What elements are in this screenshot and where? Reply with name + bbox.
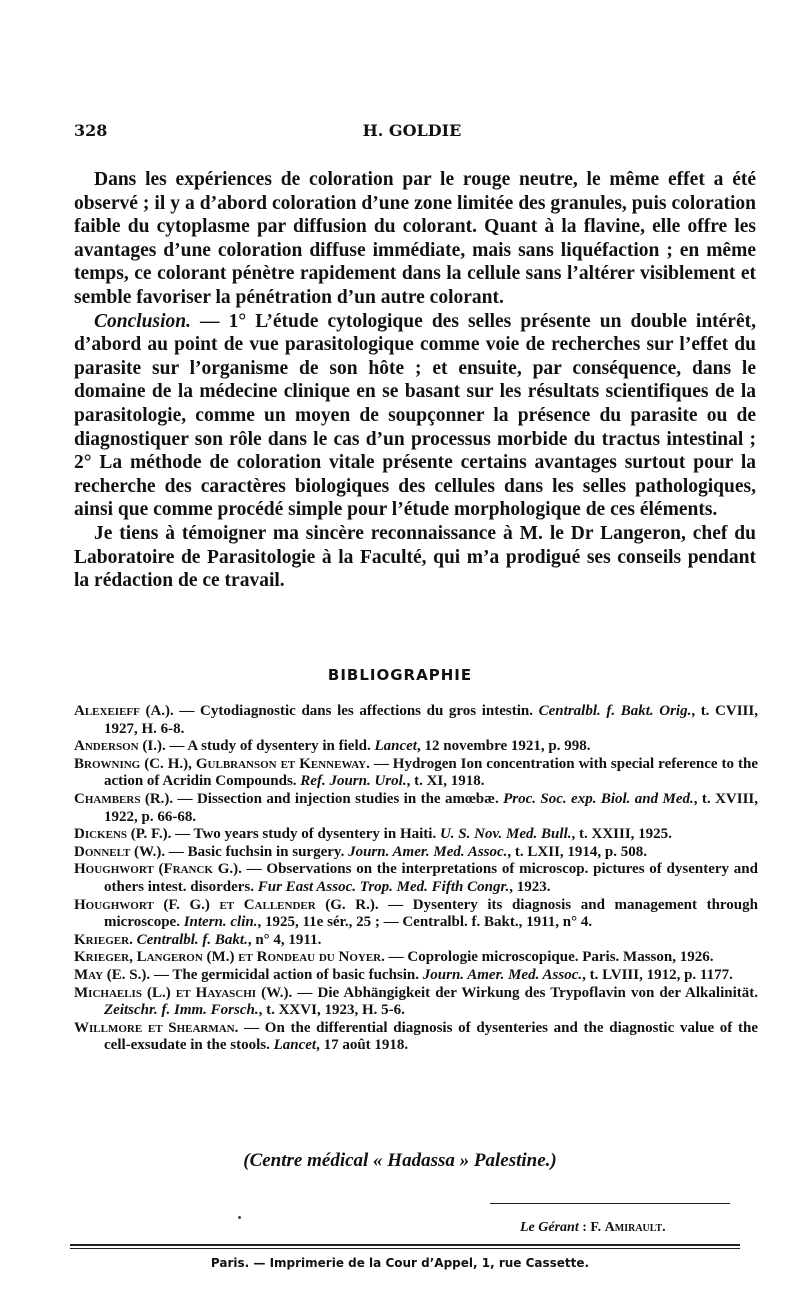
entry-text: — Observations on the interpretations of microscop. pictures of dysentery and others intest. disorders. xyxy=(104,861,758,895)
entry-details: , t. XVIII, 1922, p. 66-68. xyxy=(104,790,758,825)
footer-short-rule xyxy=(490,1203,730,1204)
entry-text: — Dissection and injection studies in the amœbæ. xyxy=(173,790,504,807)
entry-author: Chambers (R.). xyxy=(74,790,174,807)
entry-text: — Hydrogen Ion concentration with special reference to the action of Acridin Compounds. xyxy=(104,755,759,790)
affiliation: (Centre médical « Hadassa » Palestine.) xyxy=(243,1150,557,1171)
bibliography-title: BIBLIOGRAPHIE xyxy=(327,666,473,684)
bibliography-entry xyxy=(74,703,758,738)
bibliography-entry xyxy=(74,861,758,896)
bibliography-entry xyxy=(74,985,758,1020)
entry-author: Dickens (P. F.). xyxy=(74,826,172,843)
bibliography-entry xyxy=(74,949,758,967)
entry-author: Anderson (I.). xyxy=(74,738,166,755)
bibliography-entry xyxy=(74,826,758,844)
entry-source: Journ. Amer. Med. Assoc. xyxy=(422,966,583,983)
entry-author: Michaelis (L.) et Hayaschi (W.). xyxy=(74,984,293,1001)
page-number: 328 xyxy=(74,121,108,140)
bibliography-entry xyxy=(74,738,758,756)
entry-source: Lancet xyxy=(374,738,417,755)
ink-dot xyxy=(238,1216,241,1219)
gerant-name: Amirault. xyxy=(604,1220,666,1235)
bibliography-entry xyxy=(74,756,758,791)
entry-source: U. S. Nov. Med. Bull. xyxy=(439,826,572,843)
entry-author: Houghwort (F. G.) et Callender (G. R.). xyxy=(74,896,379,913)
paragraph-1: Dans les expériences de coloration par le rouge neutre, le même effet a été observé ; il y a d’abord coloration d’une zone limitée des granules, puis coloration faible du cytoplasme par diffusion du colorant. Quant à la flavine, elle offre les avantages d’une coloration diffuse immédiate, mais sans liquéfaction ; en même temps, ce colorant pénètre rapidement dans la cellule sans l’altérer visiblement et semble favoriser la pénétration d’un autre colorant. xyxy=(74,169,756,308)
entry-details: , t. XXIII, 1925. xyxy=(571,826,672,843)
entry-source: Centralbl. f. Bakt. Orig. xyxy=(538,703,692,719)
running-header xyxy=(74,121,750,143)
conclusion-label: Conclusion. xyxy=(94,310,191,332)
entry-source: Fur East Assoc. Trop. Med. Fifth Congr. xyxy=(257,878,510,895)
footer-double-rule-bottom xyxy=(70,1248,740,1249)
entry-details: , 12 novembre 1921, p. 998. xyxy=(416,738,591,755)
entry-text: — Coprologie microscopique. Paris. Masson, 1926. xyxy=(384,949,714,966)
entry-details: , t. CVIII, 1927, H. 6-8. xyxy=(104,703,758,737)
entry-details: , n° 4, 1911. xyxy=(247,931,322,948)
entry-text: — The germicidal action of basic fuchsin. xyxy=(150,966,423,983)
entry-author: May (E. S.). xyxy=(74,966,151,983)
entry-source: Lancet xyxy=(273,1037,317,1054)
footer-double-rule-top xyxy=(70,1244,740,1246)
bibliography-entry xyxy=(74,932,758,950)
entry-text: — Basic fuchsin in surgery. xyxy=(165,843,349,860)
entry-source: Journ. Amer. Med. Assoc. xyxy=(348,843,508,860)
entry-details: , 1923. xyxy=(509,878,551,895)
gerant-sep: : F. xyxy=(578,1220,605,1235)
gerant-line xyxy=(520,1220,666,1236)
entry-author: Browning (C. H.), Gulbranson et Kenneway. xyxy=(74,755,370,772)
entry-details: , 17 août 1918. xyxy=(316,1037,409,1054)
entry-source: Centralbl. f. Bakt. xyxy=(136,931,248,948)
entry-author: Alexeieff (A.). xyxy=(74,703,174,719)
entry-text: — Die Abhängigkeit der Wirkung des Trypoflavin von der Alkalinität. xyxy=(292,984,758,1001)
paragraph-2 xyxy=(74,310,756,522)
entry-text: — Two years study of dysentery in Haiti. xyxy=(171,826,440,843)
entry-author: Krieger, Langeron (M.) et Rondeau du Noyer. xyxy=(74,949,385,966)
entry-author: Willmore et Shearman. xyxy=(74,1019,239,1036)
entry-author: Donnelt (W.). xyxy=(74,843,166,860)
printer-imprint: Paris. — Imprimerie de la Cour d’Appel, 1, rue Cassette. xyxy=(210,1256,590,1270)
entry-details: , t. XXVI, 1923, H. 5-6. xyxy=(258,1002,405,1019)
entry-source: Zeitschr. f. Imm. Forsch. xyxy=(104,1002,259,1019)
entry-source: Ref. Journ. Urol. xyxy=(300,773,407,790)
main-text xyxy=(74,168,756,593)
entry-author: Houghwort (Franck G.). xyxy=(74,861,242,878)
gerant-label: Le Gérant xyxy=(520,1220,579,1235)
bibliography-list xyxy=(74,703,758,1055)
running-author: H. GOLDIE xyxy=(362,121,462,140)
entry-text: — Dysentery its diagnosis and management through microscope. xyxy=(104,896,758,931)
conclusion-text: — 1° L’étude cytologique des selles présente un double intérêt, d’abord au point de vue parasitologique comme voie de recherches sur l’effet du parasite sur l’organisme de son hôte ; et ensuite, par conséquence, dans le domaine de la médecine clinique en se basant sur les résultats scientifiques de la parasitologie, comme un moyen de soupçonner la présence du parasite ou de diagnostiquer son rôle dans le cas d’un processus morbide du tractus intestinal ; 2° La méthode de coloration vitale présente certains avantages surtout pour la recherche des caractères biologiques des cellules dans les selles pathologiques, ainsi que comme procédé simple pour l’étude morphologique de ces éléments. xyxy=(74,310,756,521)
entry-details: , 1925, 11e sér., 25 ; — Centralbl. f. Bakt., 1911, n° 4. xyxy=(257,914,593,931)
entry-text: — A study of dysentery in field. xyxy=(165,738,375,755)
bibliography-entry xyxy=(74,844,758,862)
entry-details: , t. XI, 1918. xyxy=(406,773,485,790)
entry-text: — Cytodiagnostic dans les affections du gros intestin. xyxy=(173,703,539,719)
entry-source: Proc. Soc. exp. Biol. and Med. xyxy=(503,790,694,807)
entry-source: Intern. clin. xyxy=(183,914,258,931)
bibliography-entry xyxy=(74,1020,758,1055)
bibliography-entry xyxy=(74,967,758,985)
entry-text: — On the differential diagnosis of dysenteries and the diagnostic value of the cell-exsudate in the stools. xyxy=(104,1019,758,1054)
entry-details: , t. LVIII, 1912, p. 1177. xyxy=(582,966,733,983)
bibliography-entry xyxy=(74,897,758,932)
entry-details: , t. LXII, 1914, p. 508. xyxy=(507,843,648,860)
entry-author: Krieger. xyxy=(74,931,133,948)
bibliography-entry xyxy=(74,791,758,826)
paragraph-3: Je tiens à témoigner ma sincère reconnaissance à M. le Dr Langeron, chef du Laboratoire de Parasitologie à la Faculté, qui m’a prodigué ses conseils pendant la rédaction de ce travail. xyxy=(74,522,756,592)
